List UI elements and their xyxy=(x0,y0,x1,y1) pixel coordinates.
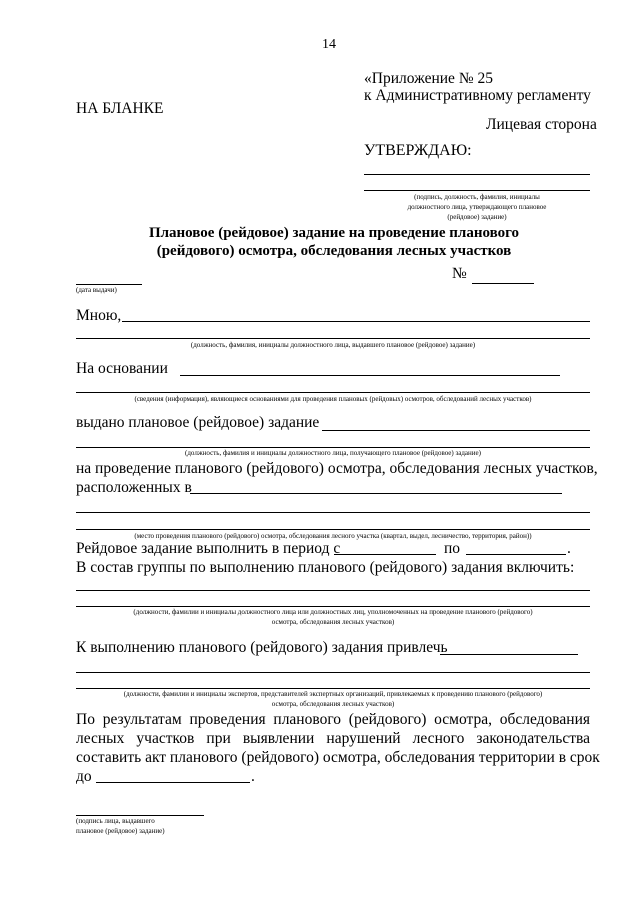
recipient-field-2[interactable] xyxy=(76,447,590,448)
approve-label: УТВЕРЖДАЮ: xyxy=(364,142,472,159)
signature-caption-1: (подпись лица, выдавшего xyxy=(76,817,155,825)
by-me-label: Мною, xyxy=(76,307,122,324)
issuer-field-1[interactable] xyxy=(122,321,590,322)
purpose-line-1: на проведение планового (рейдового) осмотра, обследования лесных участков, xyxy=(76,460,598,477)
location-field-2[interactable] xyxy=(76,512,590,513)
group-field-2[interactable] xyxy=(76,606,590,607)
basis-caption: (сведения (информация), являющиеся основаниями для проведения плановых (рейдовых) осмотров, обследований лесных участков) xyxy=(134,395,532,403)
basis-field-2[interactable] xyxy=(76,392,590,393)
results-deadline-dot: . xyxy=(251,768,255,785)
period-to-label: по xyxy=(444,540,461,557)
period-label: Рейдовое задание выполнить в период с xyxy=(76,540,341,557)
group-caption-2: осмотра, обследования лесных участков) xyxy=(271,618,395,626)
period-start-field[interactable] xyxy=(334,554,436,555)
page-number: 14 xyxy=(322,37,336,52)
location-caption: (место проведения планового (рейдового) осмотра, обследования лесного участка (квартал, выдел, лесничество, территория, район)) xyxy=(134,532,532,540)
group-caption-1: (должности, фамилии и инициалы должностного лица или должностных лиц, уполномоченных на проведение планового (рейдового) xyxy=(133,608,533,616)
issued-label: выдано плановое (рейдовое) задание xyxy=(76,414,320,431)
involve-caption-1: (должности, фамилии и инициалы экспертов, представителей экспертных организаций, привлекаемых к проведению планового (рейдового) xyxy=(123,690,543,698)
appendix-line-1: «Приложение № 25 xyxy=(364,70,493,87)
involve-field-3[interactable] xyxy=(76,688,590,689)
results-line-3: составить акт планового (рейдового) осмотра, обследования территории в срок xyxy=(76,749,600,766)
involve-field-2[interactable] xyxy=(76,672,590,673)
recipient-field-1[interactable] xyxy=(322,430,590,431)
signature-caption-2: плановое (рейдовое) задание) xyxy=(76,827,165,835)
results-line-1: По результатам проведения планового (рейдового) осмотра, обследования xyxy=(76,711,590,728)
document-title-line-1: Плановое (рейдовое) задание на проведение планового xyxy=(148,225,520,241)
purpose-line-2: расположенных в xyxy=(76,479,192,496)
number-label: № xyxy=(452,265,467,282)
recipient-caption: (должность, фамилия и инициалы должностного лица, получающего плановое (рейдовое) задание) xyxy=(185,449,481,457)
period-end-field[interactable] xyxy=(466,554,566,555)
involve-field-1[interactable] xyxy=(440,654,578,655)
group-label: В состав группы по выполнению планового (рейдового) задания включить: xyxy=(76,559,575,576)
number-field[interactable] xyxy=(472,283,534,284)
period-end-dot: . xyxy=(567,540,571,557)
approve-signature-line-2[interactable] xyxy=(364,190,590,191)
location-field-1[interactable] xyxy=(190,493,562,494)
approve-caption-2: должностного лица, утверждающего плановое xyxy=(407,203,547,211)
issuer-caption: (должность, фамилия, инициалы должностного лица, выдавшего плановое (рейдовое) задание) xyxy=(190,341,476,349)
basis-label: На основании xyxy=(76,360,168,377)
issue-date-field[interactable] xyxy=(76,284,142,285)
issuer-signature-field[interactable] xyxy=(76,815,204,816)
issue-date-caption: (дата выдачи) xyxy=(76,286,117,294)
results-deadline-label: до xyxy=(76,768,92,785)
results-deadline-field[interactable] xyxy=(96,782,250,783)
involve-caption-2: осмотра, обследования лесных участков) xyxy=(271,700,395,708)
appendix-line-2: к Административному регламенту xyxy=(364,87,591,104)
document-title-line-2: (рейдового) осмотра, обследования лесных участков xyxy=(156,243,512,259)
approve-caption-3: (рейдовое) задание) xyxy=(447,213,507,221)
group-field-1[interactable] xyxy=(76,590,590,591)
approve-caption-1: (подпись, должность, фамилия, инициалы xyxy=(414,193,540,201)
location-field-3[interactable] xyxy=(76,529,590,530)
results-line-2: лесных участков при выявлении нарушений лесного законодательства xyxy=(76,730,590,747)
on-form-label: НА БЛАНКЕ xyxy=(76,100,164,117)
issuer-field-2[interactable] xyxy=(76,338,590,339)
basis-field-1[interactable] xyxy=(180,375,560,376)
front-side-label: Лицевая сторона xyxy=(486,116,597,133)
involve-label: К выполнению планового (рейдового) задания привлечь xyxy=(76,639,448,656)
approve-signature-line-1[interactable] xyxy=(364,174,590,175)
